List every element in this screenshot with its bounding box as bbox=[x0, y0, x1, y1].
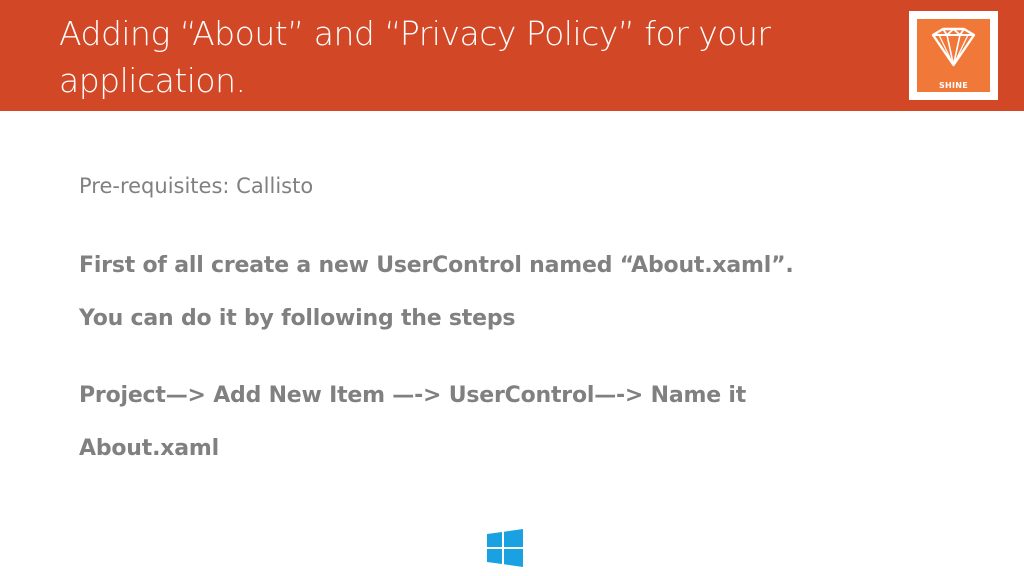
windows-logo-icon bbox=[487, 529, 523, 567]
prerequisites-text: Pre-requisites: Callisto bbox=[79, 174, 314, 198]
title-bar bbox=[0, 0, 1024, 111]
instruction-line-2: You can do it by following the steps bbox=[79, 306, 516, 331]
steps-line-1: Project—> Add New Item —-> UserControl—-> Name it bbox=[79, 383, 747, 408]
steps-line-2: About.xaml bbox=[79, 436, 219, 461]
logo-text: SHINE bbox=[938, 81, 969, 90]
shine-logo-badge bbox=[917, 19, 990, 92]
slide-title: Adding “About” and “Privacy Policy” for your application. bbox=[59, 14, 771, 100]
shine-logo bbox=[909, 11, 998, 100]
diamond-icon bbox=[917, 25, 990, 73]
instruction-line-1: First of all create a new UserControl named “About.xaml”. bbox=[79, 253, 794, 278]
